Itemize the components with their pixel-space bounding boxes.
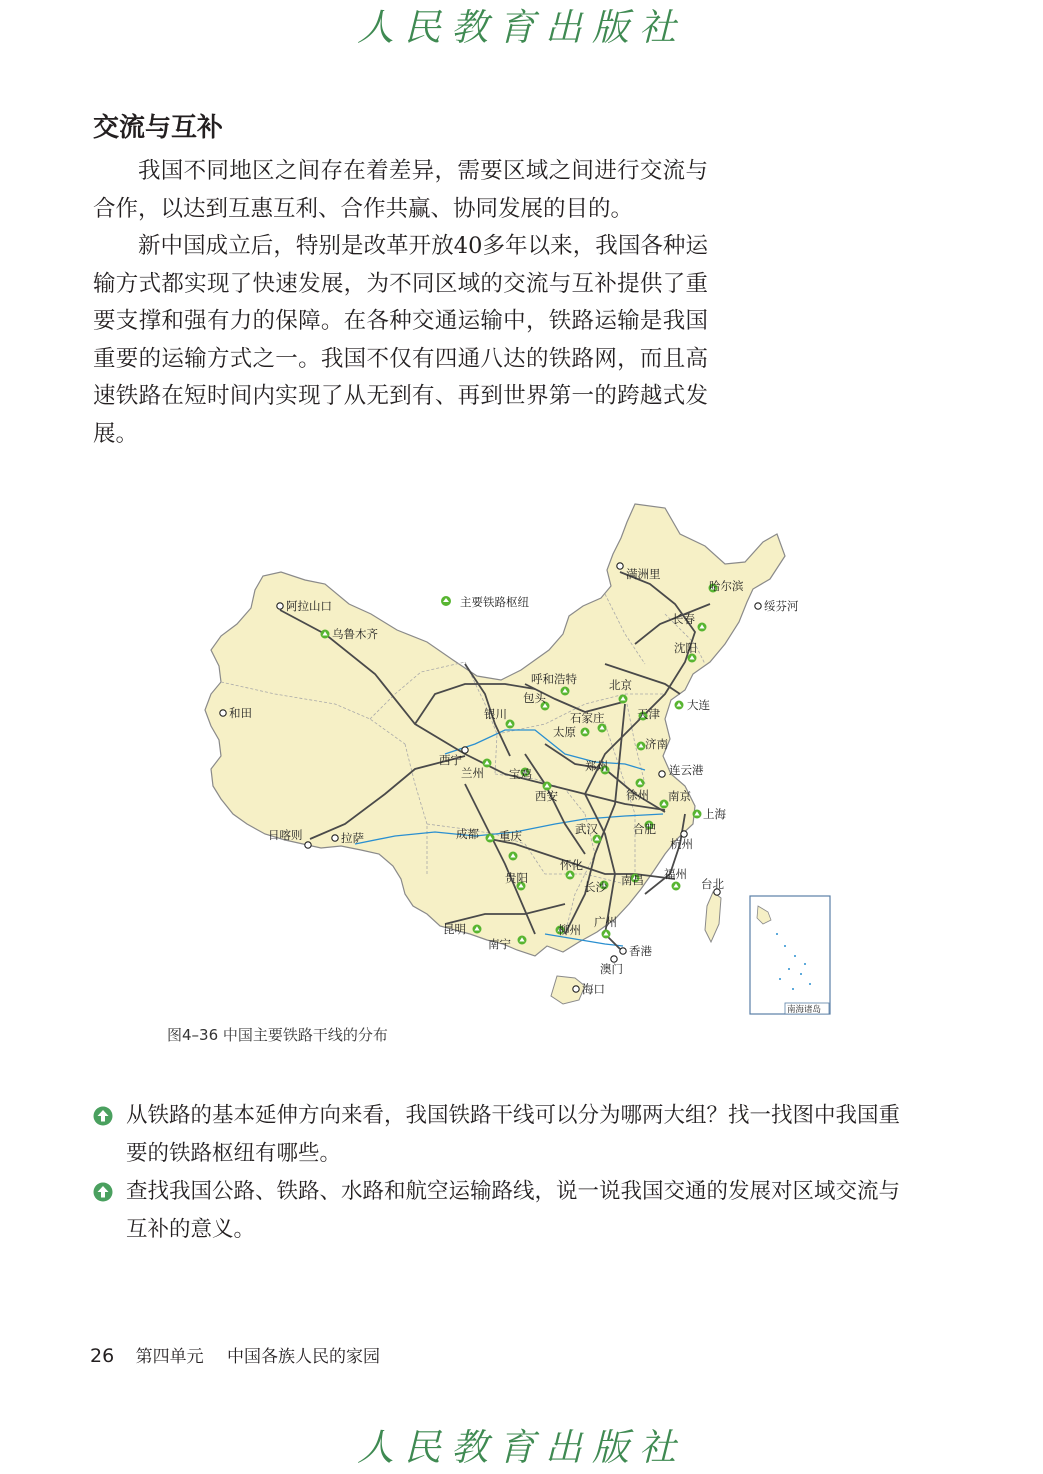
city-label: 银川 — [484, 707, 507, 721]
city-marker-icon — [617, 563, 623, 569]
city-label: 太原 — [553, 725, 576, 739]
city-alashankou — [277, 599, 332, 613]
unit-title: 中国各族人民的家园 — [227, 1347, 380, 1367]
railway-map — [165, 494, 835, 1020]
city-label: 昆明 — [443, 922, 466, 936]
unit-label: 第四单元 — [135, 1347, 204, 1367]
city-hongkong — [620, 944, 653, 958]
paragraph-2: 新中国成立后，特别是改革开放40多年以来，我国各种运输方式都实现了快速发展，为不同区域的交流与互补提供了重要支撑和强有力的保障。在各种交通运输中，铁路运输是我国重要的运输方式之一。我国不仅有四通八达的铁路网，而且高速铁路在短时间内实现了从无到有、再到世界第一的跨越式发展。 — [93, 233, 708, 447]
question-2-text: 查找我国公路、铁路、水路和航空运输路线，说一说我国交通的发展对区域交流与互补的意义。 — [126, 1179, 901, 1242]
question-arrow-icon — [93, 1106, 113, 1126]
page-footer — [90, 1343, 380, 1370]
page-number: 26 — [90, 1345, 115, 1367]
city-marker-icon — [620, 948, 626, 954]
city-liuzhou — [556, 923, 582, 937]
city-label: 沈阳 — [674, 641, 697, 655]
section-title: 交流与互补 — [93, 113, 224, 143]
question-1-text: 从铁路的基本延伸方向来看，我国铁路干线可以分为哪两大组？找一找图中我国重要的铁路枢纽有哪些。 — [126, 1103, 901, 1166]
south-sea-inset — [750, 896, 830, 1015]
city-label: 合肥 — [633, 822, 656, 836]
hainan-island — [551, 976, 585, 1004]
city-marker-icon — [332, 835, 338, 841]
city-label: 武汉 — [575, 822, 598, 836]
city-label: 呼和浩特 — [531, 672, 577, 686]
city-baoji — [509, 767, 532, 781]
city-label: 大连 — [687, 698, 710, 712]
city-label: 连云港 — [669, 763, 704, 777]
question-1 — [93, 1097, 913, 1172]
legend-hub-label: 主要铁路枢纽 — [460, 595, 529, 609]
city-fuzhou — [664, 867, 687, 891]
city-label: 台北 — [701, 877, 724, 891]
city-marker-icon — [462, 747, 468, 753]
publisher-watermark-top: 人民教育出版社 — [357, 6, 686, 49]
city-label: 香港 — [629, 944, 652, 958]
city-hefei — [633, 821, 656, 837]
city-changsha — [584, 880, 609, 894]
city-zhengzhou — [585, 759, 610, 775]
city-label: 澳门 — [600, 962, 623, 976]
taiwan-island — [705, 892, 721, 942]
city-label: 绥芬河 — [764, 599, 799, 613]
city-macao — [600, 956, 623, 976]
city-label: 南昌 — [621, 873, 644, 887]
city-label: 南京 — [668, 789, 691, 803]
railway-map-svg — [165, 494, 835, 1020]
city-label: 西宁 — [439, 753, 462, 767]
china-landmass — [205, 504, 785, 956]
city-dalian — [675, 698, 711, 712]
city-label: 贵阳 — [505, 871, 528, 885]
city-label: 福州 — [664, 867, 687, 881]
legend-hub-icon — [441, 596, 451, 606]
city-label: 柳州 — [558, 923, 581, 937]
city-label: 日喀则 — [268, 828, 303, 842]
city-nanchang — [621, 873, 644, 887]
city-guangzhou — [594, 915, 617, 939]
question-arrow-icon — [93, 1182, 113, 1202]
city-label: 海口 — [582, 982, 605, 996]
city-tianjin — [637, 707, 660, 721]
city-marker-icon — [277, 603, 283, 609]
city-label: 哈尔滨 — [709, 579, 744, 593]
city-label: 济南 — [645, 737, 668, 751]
city-label: 长沙 — [584, 880, 607, 894]
paragraph-1: 我国不同地区之间存在着差异，需要区域之间进行交流与合作，以达到互惠互利、合作共赢、协同发展的目的。 — [93, 158, 708, 222]
city-label: 上海 — [703, 807, 726, 821]
city-label: 杭州 — [670, 837, 693, 851]
city-label: 拉萨 — [341, 831, 364, 845]
city-label: 怀化 — [560, 858, 583, 872]
city-label: 宝鸡 — [509, 767, 532, 781]
city-label: 重庆 — [499, 829, 522, 843]
question-2 — [93, 1173, 913, 1248]
city-label: 满洲里 — [626, 567, 661, 581]
city-label: 广州 — [594, 915, 617, 929]
city-label: 长春 — [672, 612, 695, 626]
city-harbin — [709, 579, 744, 593]
figure-caption: 图4–36 中国主要铁路干线的分布 — [167, 1026, 388, 1044]
city-marker-icon — [755, 603, 761, 609]
city-marker-icon — [573, 986, 579, 992]
city-label: 石家庄 — [570, 711, 605, 725]
city-label: 兰州 — [461, 766, 484, 780]
city-suifenhe — [755, 599, 799, 613]
city-label: 乌鲁木齐 — [332, 627, 378, 641]
body-text — [93, 153, 708, 453]
city-label: 徐州 — [626, 788, 649, 802]
inset-label: 南海诸岛 — [787, 1005, 822, 1015]
city-marker-icon — [305, 842, 311, 848]
city-marker-icon — [659, 771, 665, 777]
city-shanghai — [693, 807, 727, 821]
city-label: 包头 — [523, 691, 546, 705]
city-label: 南宁 — [488, 937, 511, 951]
city-label: 和田 — [229, 706, 252, 720]
map-legend — [441, 595, 529, 609]
city-label: 天津 — [637, 707, 660, 721]
city-label: 郑州 — [585, 759, 608, 773]
publisher-watermark-bottom: 人民教育出版社 — [357, 1426, 686, 1469]
city-label: 阿拉山口 — [286, 599, 332, 613]
city-label: 成都 — [456, 827, 479, 841]
city-label: 西安 — [535, 789, 558, 803]
city-marker-icon — [220, 710, 226, 716]
city-label: 北京 — [609, 678, 632, 692]
